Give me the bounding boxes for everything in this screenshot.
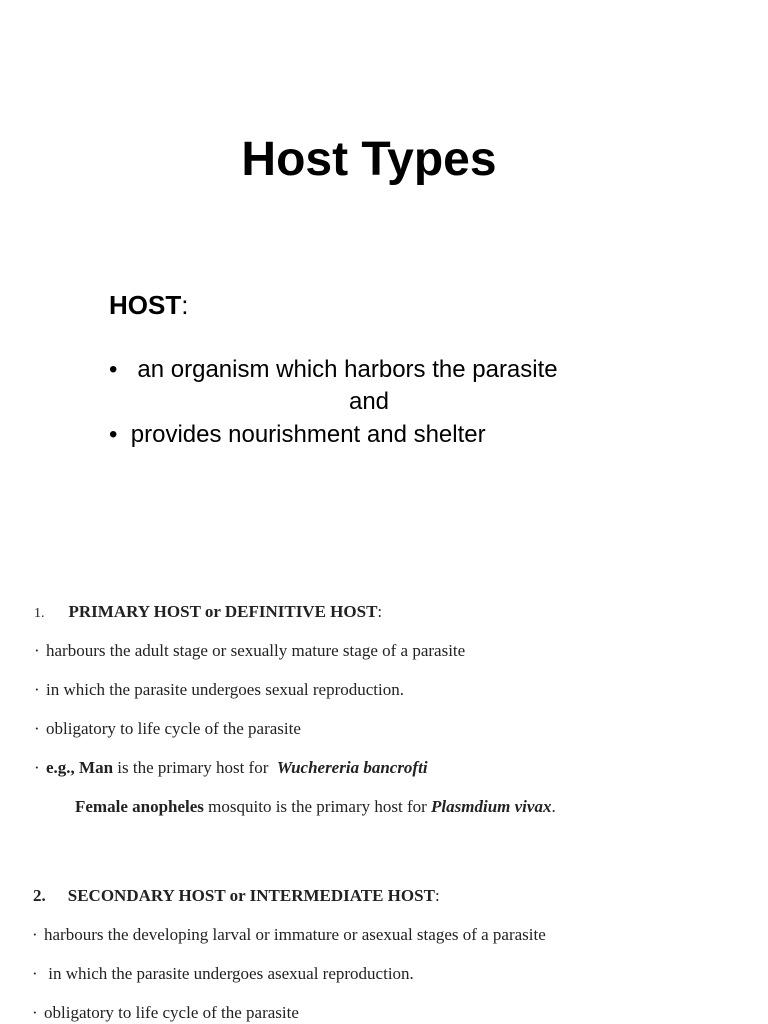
- definition-bullet-1: • an organism which harbors the parasite: [109, 356, 558, 383]
- definition-bullet-2: • provides nourishment and shelter: [109, 421, 486, 448]
- example-2-species: Plasmdium vivax: [431, 797, 552, 816]
- example-2-mid: mosquito is the primary host for: [203, 797, 432, 816]
- primary-number: 1.: [34, 606, 45, 621]
- primary-heading-text: PRIMARY HOST or DEFINITIVE HOST: [68, 602, 378, 621]
- primary-example-2: [75, 796, 556, 818]
- primary-example-1: · e.g., Man is the primary host for Wuchereria bancrofti: [34, 758, 428, 777]
- secondary-heading-colon: :: [434, 886, 440, 905]
- example-1-species: Wuchereria bancrofti: [276, 758, 428, 777]
- secondary-heading-text: SECONDARY HOST or INTERMEDIATE HOST: [67, 886, 435, 905]
- secondary-number: 2.: [33, 886, 46, 905]
- primary-point-2-text: in which the parasite undergoes sexual reproduction.: [46, 680, 404, 699]
- definition-connector: and: [348, 388, 390, 415]
- secondary-point-2-text: in which the parasite undergoes asexual reproduction.: [44, 964, 414, 983]
- primary-point-3: · obligatory to life cycle of the parasite: [34, 719, 301, 738]
- definition-text-2: provides nourishment and shelter: [130, 421, 486, 448]
- host-label: [109, 289, 188, 321]
- primary-point-1: · harbours the adult stage or sexually mature stage of a parasite: [34, 641, 466, 660]
- secondary-point-1: · harbours the developing larval or immature or asexual stages of a parasite: [32, 925, 546, 944]
- primary-heading: [34, 601, 382, 625]
- secondary-heading: [33, 885, 440, 907]
- example-2-end: .: [551, 797, 556, 816]
- secondary-point-2: · in which the parasite undergoes asexual reproduction.: [32, 964, 414, 983]
- primary-point-1-text: harbours the adult stage or sexually mature stage of a parasite: [46, 641, 466, 660]
- slide-title: Host Types: [241, 133, 497, 186]
- primary-point-3-text: obligatory to life cycle of the parasite: [46, 719, 301, 738]
- example-2-lead: Female anopheles: [75, 797, 204, 816]
- primary-heading-colon: :: [377, 602, 383, 621]
- example-1-lead: e.g., Man: [46, 758, 114, 777]
- host-colon: :: [181, 290, 189, 320]
- primary-point-2: · in which the parasite undergoes sexual reproduction.: [34, 680, 404, 699]
- definition-text-1: an organism which harbors the parasite: [137, 356, 558, 383]
- example-1-mid: is the primary host for: [113, 758, 273, 777]
- secondary-point-3: · obligatory to life cycle of the parasite: [32, 1003, 299, 1022]
- secondary-point-3-text: obligatory to life cycle of the parasite: [44, 1003, 299, 1022]
- secondary-point-1-text: harbours the developing larval or immature or asexual stages of a parasite: [44, 925, 546, 944]
- host-term: HOST: [109, 290, 182, 320]
